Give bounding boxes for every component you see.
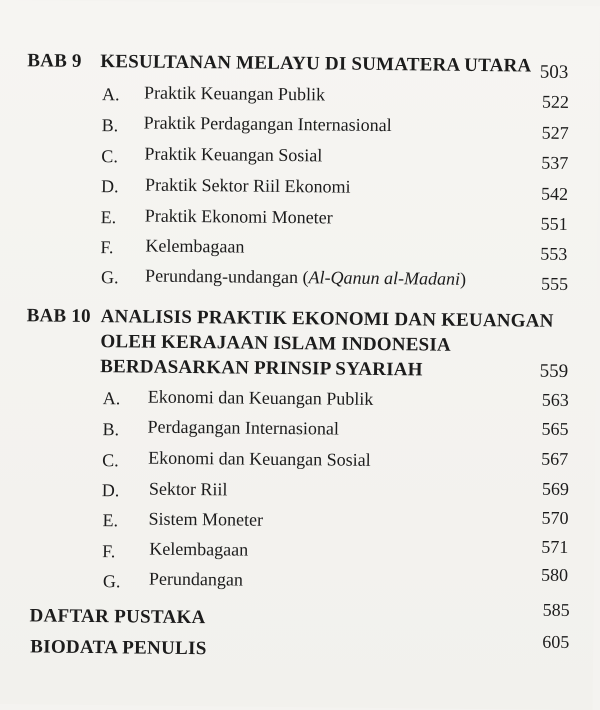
bab10-item-page: 567 [541,448,569,469]
bab10-item-letter: E. [102,510,119,531]
biodata-penulis-page: 605 [542,631,570,652]
bab9-item-page: 537 [541,152,569,173]
bab9-item-letter: D. [100,176,119,197]
bab10-item-letter: C. [102,450,119,471]
bab10-item-page: 569 [541,478,570,499]
bab10-item-title: Sistem Moneter [148,508,264,530]
bab10-label: BAB 10 [26,305,91,327]
bab10-item-page: 563 [541,389,569,410]
bab9-item-page: 522 [541,91,570,112]
bab9-item-letter: B. [101,115,119,136]
bab10-item-letter: G. [102,571,121,592]
bab9-item-letter: C. [101,146,118,167]
bab10-item-title: Perdagangan Internasional [147,416,340,439]
bab10-item-letter: F. [102,541,116,562]
bab10-page: 559 [539,360,569,382]
bab9-item-page: 555 [540,273,569,294]
bab10-item-title: Kelembagaan [149,538,249,560]
bab10-item-page: 565 [541,418,569,439]
bab9-item-title-italic: Al-Qanun al-Madani [308,267,461,289]
bab9-item-page: 542 [540,183,569,204]
bab10-item-page: 570 [541,507,569,528]
bab9-item-title: Praktik Perdagangan Internasional [143,112,392,136]
bab10-item-page: 571 [541,536,569,557]
bab9-item-title: Praktik Keuangan Sosial [144,143,323,166]
bab10-title-line2: OLEH KERAJAAN ISLAM INDONESIA [100,331,452,356]
biodata-penulis-title: BIODATA PENULIS [30,636,207,660]
bab9-item-title: Perundang-undangan (Al-Qanun al-Madani) [145,265,467,289]
bab10-item-letter: A. [102,388,121,409]
bab10-item-letter: B. [102,419,120,440]
daftar-pustaka-title: DAFTAR PUSTAKA [29,605,206,629]
bab9-item-page: 553 [540,243,568,264]
bab9-item-title: Praktik Keuangan Publik [143,82,326,105]
bab10-item-letter: D. [101,480,120,501]
bab10-title-line3: BERDASARKAN PRINSIP SYARIAH [100,356,423,381]
bab9-item-page: 551 [540,213,568,234]
bab10-title-line1: ANALISIS PRAKTIK EKONOMI DAN KEUANGAN [100,306,554,332]
bab9-item-letter: G. [100,267,119,288]
bab9-item-letter: F. [100,237,114,258]
bab10-item-title: Sektor Riil [148,478,228,500]
bab9-label: BAB 9 [27,50,82,72]
bab9-item-title: Kelembagaan [145,235,245,257]
bab10-item-title: Ekonomi dan Keuangan Sosial [148,447,371,470]
bab9-item-page: 527 [541,122,569,143]
bab9-item-title: Praktik Sektor Riil Ekonomi [144,174,351,197]
bab9-item-letter: A. [101,84,120,105]
daftar-pustaka-page: 585 [542,599,570,620]
bab9-title: KESULTANAN MELAYU DI SUMATERA UTARA [100,51,532,77]
bab9-page: 503 [539,61,569,83]
bab10-item-title: Ekonomi dan Keuangan Publik [147,386,374,409]
bab9-item-letter: E. [100,207,117,228]
bab10-item-title: Perundangan [148,568,244,590]
bab9-item-title: Praktik Ekonomi Moneter [144,205,333,228]
bab10-item-page: 580 [540,564,569,585]
